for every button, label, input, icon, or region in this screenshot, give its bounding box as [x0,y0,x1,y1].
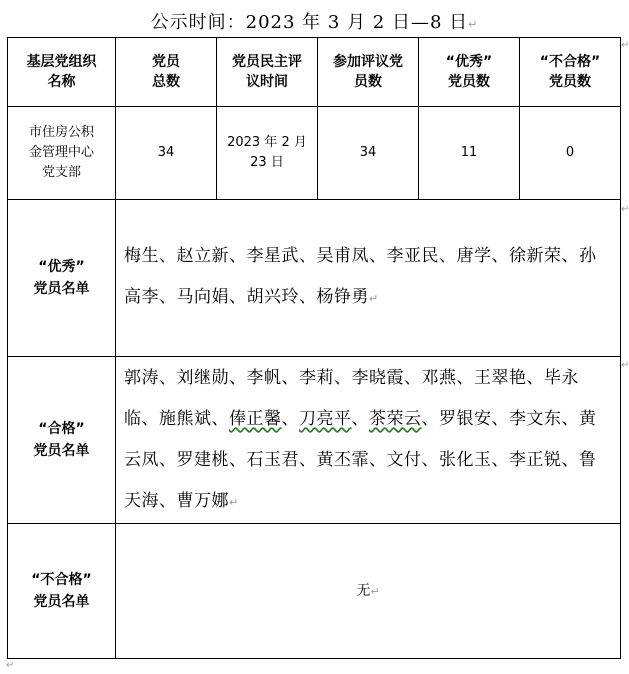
name-separator: 、 [299,246,317,266]
qualified-name-list [124,368,597,511]
page-title [0,8,629,34]
member-name: 李文东 [509,409,562,429]
name-separator: 、 [159,246,177,266]
member-name: 邓燕 [421,368,457,388]
name-separator: 、 [281,368,299,388]
paragraph-mark-icon: ↵ [6,660,15,671]
member-name: 黄云凤 [124,409,597,470]
name-separator: 、 [369,450,387,470]
name-separator: 、 [229,287,247,307]
member-name: 徐新荣 [509,246,562,266]
name-separator: 、 [159,450,177,470]
name-separator: 、 [491,450,509,470]
unqualified-count-cell: 0 [520,107,621,200]
member-name: 石玉君 [246,450,299,470]
paragraph-mark-icon: ↵ [621,40,629,51]
paragraph-mark-icon: ↵ [621,360,629,371]
name-separator: 、 [561,450,579,470]
excellent-label: “优秀” 党员名单 [8,200,116,357]
header-participant-count: 参加评议党 员数 [318,38,419,107]
member-name: 李帆 [246,368,282,388]
member-name: 文付 [386,450,422,470]
member-name: 郭涛 [124,368,159,388]
participant-count-cell: 34 [318,107,419,200]
name-separator: 、 [211,409,229,429]
name-separator: 、 [491,409,509,429]
member-name: 李星武 [246,246,299,266]
unqualified-row [8,524,621,659]
member-name: 毕永临 [124,368,579,429]
excellent-row [8,200,621,357]
member-name: 赵立新 [176,246,229,266]
unqualified-value: 无↵ [116,524,621,659]
qualified-row [8,357,621,524]
name-separator: 、 [334,368,352,388]
member-name: 马向娟 [176,287,229,307]
member-name: 刘继勋 [176,368,229,388]
member-name: 茶荣云 [369,409,422,429]
member-name: 俸正馨 [229,409,282,429]
member-name: 杨铮勇 [316,287,369,307]
name-separator: 、 [281,409,299,429]
member-name: 孙高李 [124,246,597,307]
member-name: 鲁天海 [124,450,597,511]
member-name: 李亚民 [386,246,439,266]
name-separator: 、 [141,409,159,429]
name-separator: 、 [439,246,457,266]
member-name: 黄丕霏 [316,450,369,470]
header-unqualified-count: “不合格” 党员数 [520,38,621,107]
excellent-name-list [124,246,597,307]
name-separator: 、 [369,246,387,266]
member-total-cell: 34 [116,107,217,200]
title-text: 公示时间：2023 年 3 月 2 日—8 日 [150,12,469,33]
member-name: 李正锐 [509,450,562,470]
qualified-label: “合格” 党员名单 [8,357,116,524]
name-separator: 、 [159,368,177,388]
member-name: 刀亮平 [299,409,352,429]
paragraph-mark-icon: ↵ [370,584,380,598]
member-name: 罗银安 [439,409,492,429]
name-separator: 、 [159,287,177,307]
name-separator: 、 [229,246,247,266]
member-name: 唐学 [456,246,492,266]
member-name: 吴甫凤 [316,246,369,266]
excellent-names [116,200,621,357]
publicity-table [7,37,621,659]
table-row [8,107,621,200]
member-name: 李莉 [299,368,334,388]
member-name: 张化玉 [439,450,492,470]
paragraph-mark-icon: ↵ [229,496,239,509]
member-name: 胡兴玲 [246,287,299,307]
header-member-total: 党员 总数 [116,38,217,107]
paragraph-mark-icon: ↵ [369,292,379,305]
header-org-name: 基层党组织 名称 [8,38,116,107]
name-separator: 、 [561,409,579,429]
header-review-date: 党员民主评 议时间 [217,38,318,107]
excellent-count-cell: 11 [419,107,520,200]
name-separator: 、 [229,368,247,388]
qualified-names [116,357,621,524]
review-date-cell: 2023 年 2 月 23 日 [217,107,318,200]
member-name: 曹万娜 [176,491,229,511]
name-separator: 、 [561,246,579,266]
name-separator: 、 [421,450,439,470]
name-separator: 、 [299,287,317,307]
name-separator: 、 [526,368,544,388]
name-separator: 、 [491,246,509,266]
member-name: 施熊斌 [159,409,212,429]
header-excellent-count: “优秀” 党员数 [419,38,520,107]
paragraph-mark-icon: ↵ [468,18,479,31]
name-separator: 、 [404,368,422,388]
name-separator: 、 [229,450,247,470]
name-separator: 、 [421,409,439,429]
org-name-cell: 市住房公积 金管理中心 党支部 [8,107,116,200]
name-separator: 、 [159,491,177,511]
member-name: 梅生 [124,246,159,266]
unqualified-label: “不合格” 党员名单 [8,524,116,659]
name-separator: 、 [351,409,369,429]
paragraph-mark-icon: ↵ [621,204,629,215]
member-name: 罗建桃 [176,450,229,470]
member-name: 李晓霞 [351,368,404,388]
member-name: 王翠艳 [474,368,527,388]
table-header-row [8,38,621,107]
name-separator: 、 [299,450,317,470]
name-separator: 、 [456,368,474,388]
